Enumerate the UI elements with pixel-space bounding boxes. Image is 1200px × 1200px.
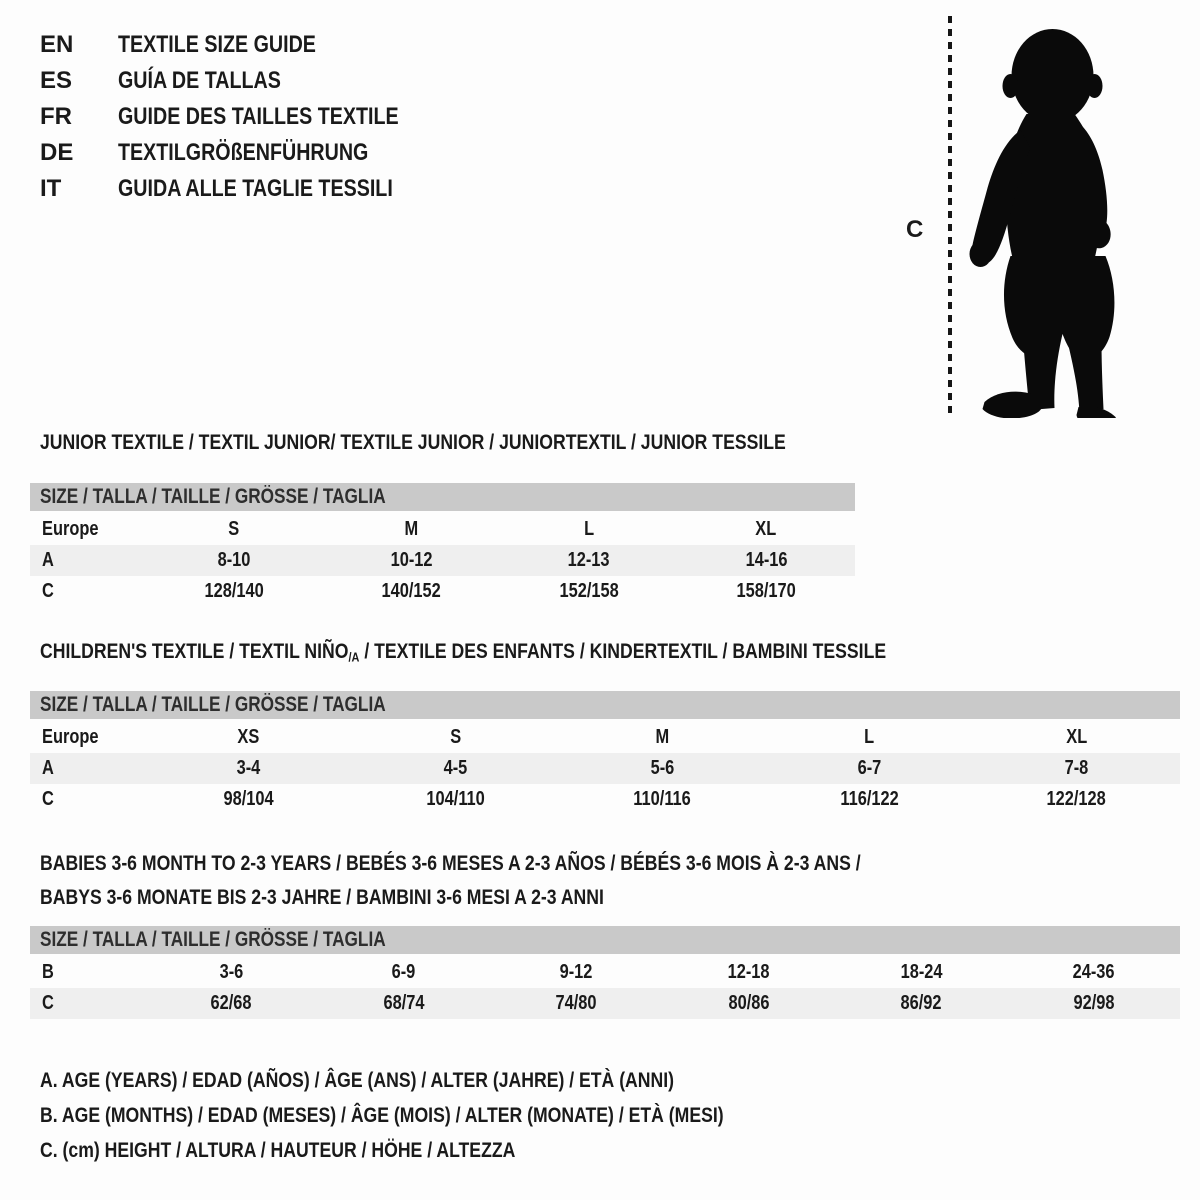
- table-row-europe: [30, 722, 1180, 753]
- language-code: EN: [40, 31, 74, 58]
- table-cell: 62/68: [210, 992, 252, 1014]
- measurement-legend: [40, 1063, 874, 1168]
- table-cell: M: [655, 726, 670, 748]
- language-title-list: [40, 27, 460, 207]
- language-code: IT: [40, 175, 62, 202]
- table-cell: XL: [1066, 726, 1087, 748]
- height-measure-dashed-line: [948, 16, 952, 414]
- language-row-it: [40, 171, 460, 207]
- table-cell: 122/128: [1046, 788, 1107, 810]
- row-label: C: [42, 992, 54, 1014]
- babies-title-line2: BABYS 3-6 MONATE BIS 2-3 JAHRE / BAMBINI 3-6 MESI A 2-3 ANNI: [40, 885, 604, 909]
- language-code: FR: [40, 103, 72, 130]
- legend-line-b: B. AGE (MONTHS) / EDAD (MESES) / ÂGE (MOIS) / ALTER (MONATE) / ETÀ (MESI): [40, 1103, 724, 1127]
- junior-size-table: [30, 483, 855, 607]
- table-cell: 12-13: [567, 549, 610, 571]
- table-row-age: [30, 753, 1180, 784]
- table-cell: 6-9: [391, 961, 416, 983]
- language-row-en: [40, 27, 460, 63]
- table-cell: 74/80: [555, 992, 597, 1014]
- table-cell: 18-24: [900, 961, 943, 983]
- table-cell: 5-6: [650, 757, 675, 779]
- table-cell: 14-16: [745, 549, 788, 571]
- table-cell: 110/116: [633, 788, 692, 810]
- table-cell: 12-18: [727, 961, 770, 983]
- row-label: Europe: [42, 518, 99, 540]
- table-cell: 128/140: [204, 580, 264, 602]
- row-label: A: [42, 549, 54, 571]
- table-row-age-months: [30, 957, 1180, 988]
- row-label: A: [42, 757, 54, 779]
- table-cell: 140/152: [381, 580, 441, 602]
- table-cell: 4-5: [443, 757, 468, 779]
- table-cell: 8-10: [217, 549, 251, 571]
- nino-suffix: /A: [348, 649, 360, 665]
- babies-size-table: [30, 926, 1180, 1019]
- table-cell: 104/110: [426, 788, 485, 810]
- babies-section-title: [40, 846, 1041, 914]
- table-cell: L: [583, 518, 594, 540]
- guide-title-es: GUÍA DE TALLAS: [118, 67, 281, 94]
- table-cell: M: [404, 518, 419, 540]
- table-cell: 3-4: [236, 757, 261, 779]
- language-row-fr: [40, 99, 460, 135]
- babies-title-line1: BABIES 3-6 MONTH TO 2-3 YEARS / BEBÉS 3-6 MESES A 2-3 AÑOS / BÉBÉS 3-6 MOIS À 2-3 ANS /: [40, 851, 861, 875]
- row-label: C: [42, 788, 54, 810]
- size-header-bar: SIZE / TALLA / TAILLE / GRÖSSE / TAGLIA: [30, 483, 855, 511]
- table-cell: 10-12: [390, 549, 433, 571]
- guide-title-en: TEXTILE SIZE GUIDE: [118, 31, 316, 58]
- children-section-title: CHILDREN'S TEXTILE / TEXTIL $NIÑO_{/A}$ / TEXTILE DES ENFANTS / KINDERTEXTIL / BAMBINI TESSILE: [40, 639, 887, 665]
- guide-title-de: TEXTILGRÖßENFÜHRUNG: [118, 139, 369, 166]
- toddler-silhouette-icon: [963, 18, 1141, 418]
- row-label: B: [42, 961, 54, 983]
- table-cell: 7-8: [1064, 757, 1089, 779]
- table-cell: 6-7: [857, 757, 882, 779]
- row-label: C: [42, 580, 54, 602]
- table-cell: 24-36: [1072, 961, 1115, 983]
- table-cell: 9-12: [559, 961, 593, 983]
- table-cell: S: [228, 518, 240, 540]
- table-cell: 152/158: [559, 580, 619, 602]
- table-row-height: [30, 576, 855, 607]
- row-label: Europe: [42, 726, 99, 748]
- size-header-bar: SIZE / TALLA / TAILLE / GRÖSSE / TAGLIA: [30, 691, 1180, 719]
- table-cell: 3-6: [219, 961, 244, 983]
- table-row-age: [30, 545, 855, 576]
- table-cell: 116/122: [840, 788, 899, 810]
- language-row-es: [40, 63, 460, 99]
- junior-section-title: JUNIOR TEXTILE / TEXTIL JUNIOR/ TEXTILE JUNIOR / JUNIORTEXTIL / JUNIOR TESSILE: [40, 430, 786, 454]
- table-cell: 98/104: [223, 788, 274, 810]
- language-code: DE: [40, 139, 74, 166]
- table-cell: L: [864, 726, 875, 748]
- language-row-de: [40, 135, 460, 171]
- children-size-table: [30, 691, 1180, 815]
- table-cell: S: [450, 726, 461, 748]
- table-cell: 92/98: [1073, 992, 1115, 1014]
- table-cell: XS: [237, 726, 260, 748]
- language-code: ES: [40, 67, 73, 94]
- table-cell: 158/170: [736, 580, 796, 602]
- size-header-bar: SIZE / TALLA / TAILLE / GRÖSSE / TAGLIA: [30, 926, 1180, 954]
- legend-line-a: A. AGE (YEARS) / EDAD (AÑOS) / ÂGE (ANS) / ALTER (JAHRE) / ETÀ (ANNI): [40, 1068, 675, 1092]
- legend-line-c: C. (cm) HEIGHT / ALTURA / HAUTEUR / HÖHE / ALTEZZA: [40, 1138, 516, 1162]
- table-row-height: [30, 784, 1180, 815]
- table-cell: 86/92: [900, 992, 942, 1014]
- table-row-height: [30, 988, 1180, 1019]
- guide-title-fr: GUIDE DES TAILLES TEXTILE: [118, 103, 399, 130]
- height-measure-label: C: [906, 216, 924, 243]
- table-cell: 68/74: [383, 992, 425, 1014]
- guide-title-it: GUIDA ALLE TAGLIE TESSILI: [118, 175, 393, 202]
- table-cell: XL: [755, 518, 777, 540]
- table-cell: 80/86: [728, 992, 770, 1014]
- table-row-europe: [30, 514, 855, 545]
